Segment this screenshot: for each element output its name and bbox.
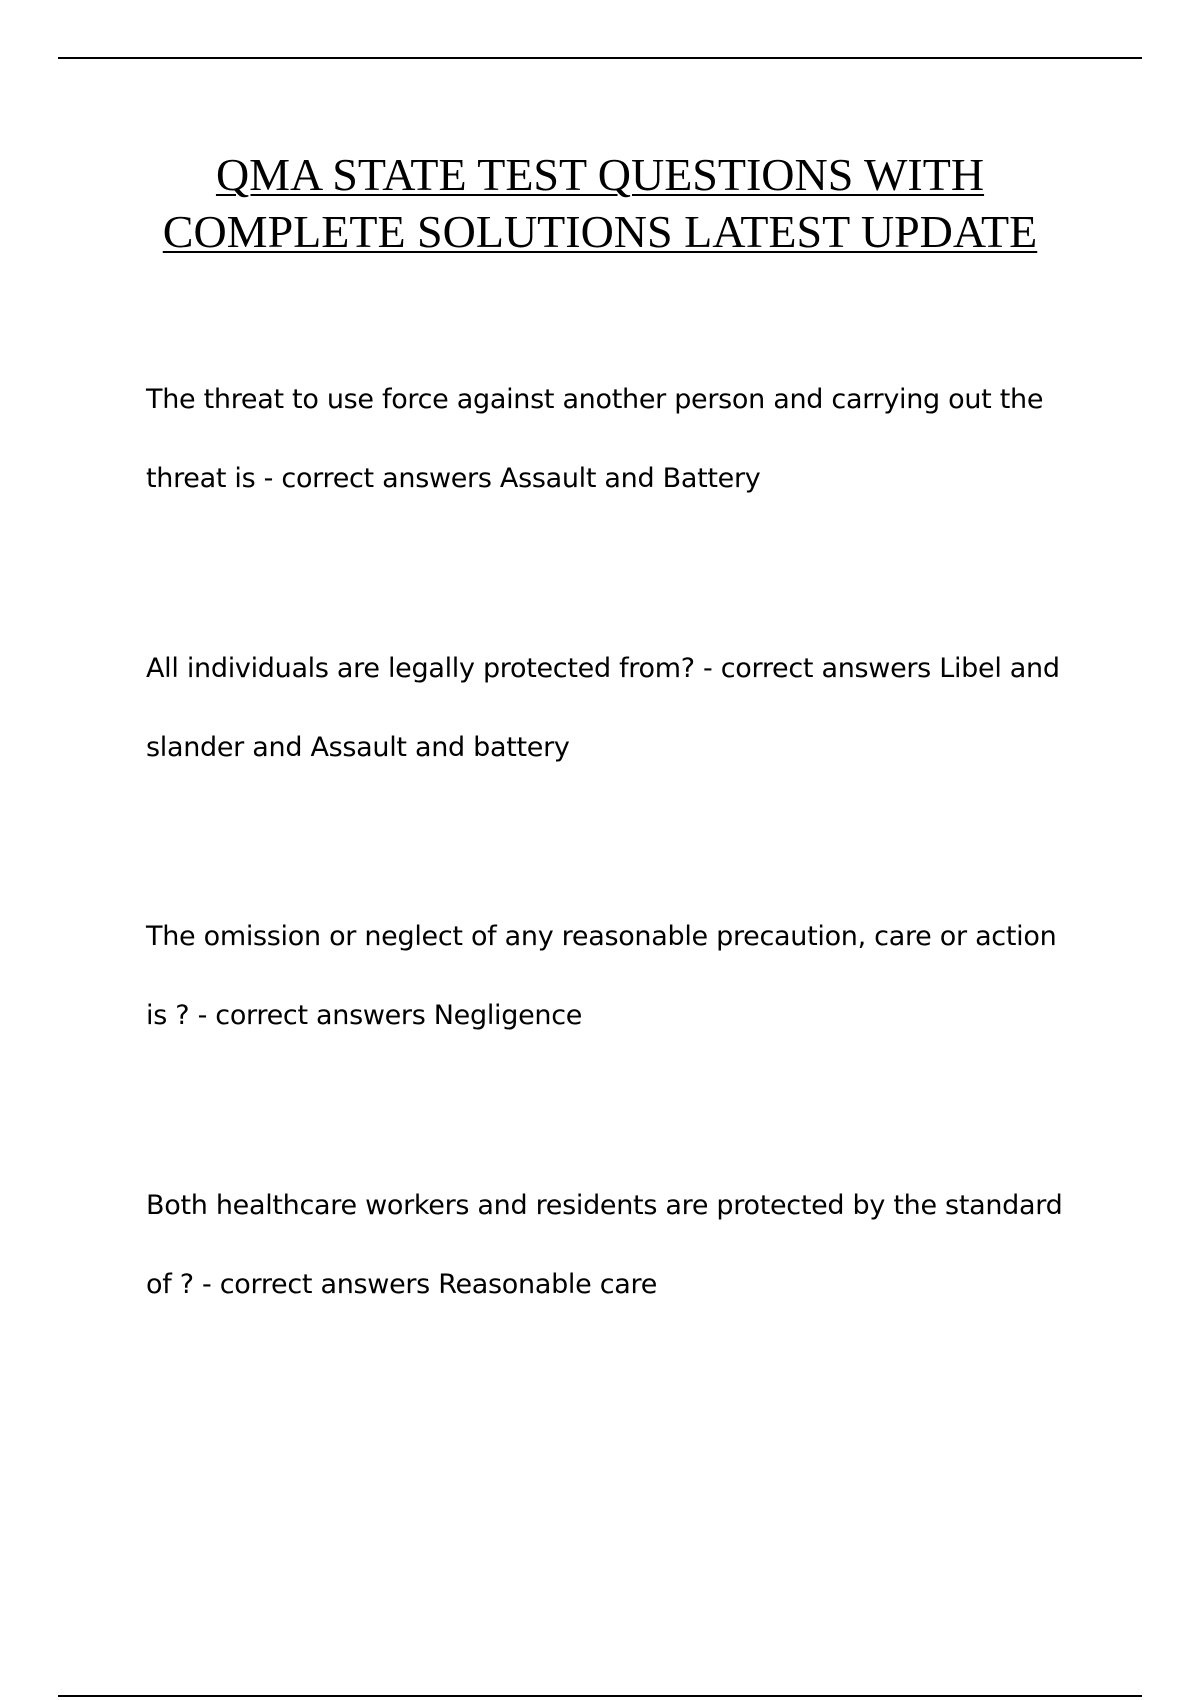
- top-divider: [58, 57, 1142, 59]
- qa-line: All individuals are legally protected from? - correct answers Libel and: [146, 653, 1060, 684]
- question-answer-item: [146, 897, 1076, 1055]
- qa-line: threat is - correct answers Assault and Battery: [146, 463, 761, 494]
- title-line-2: COMPLETE SOLUTIONS LATEST UPDATE: [162, 206, 1038, 257]
- title-line-1: QMA STATE TEST QUESTIONS WITH: [215, 149, 985, 200]
- qa-line: The threat to use force against another person and carrying out the: [146, 384, 1044, 415]
- question-answer-item: [146, 1166, 1076, 1324]
- qa-line: The omission or neglect of any reasonable precaution, care or action: [146, 921, 1057, 952]
- qa-line: slander and Assault and battery: [146, 732, 570, 763]
- bottom-divider: [58, 1695, 1142, 1697]
- question-answer-item: [146, 629, 1076, 787]
- document-title: [100, 146, 1100, 260]
- question-answer-item: [146, 360, 1076, 518]
- qa-line: of ? - correct answers Reasonable care: [146, 1269, 658, 1300]
- qa-line: Both healthcare workers and residents are protected by the standard: [146, 1190, 1063, 1221]
- qa-line: is ? - correct answers Negligence: [146, 1000, 583, 1031]
